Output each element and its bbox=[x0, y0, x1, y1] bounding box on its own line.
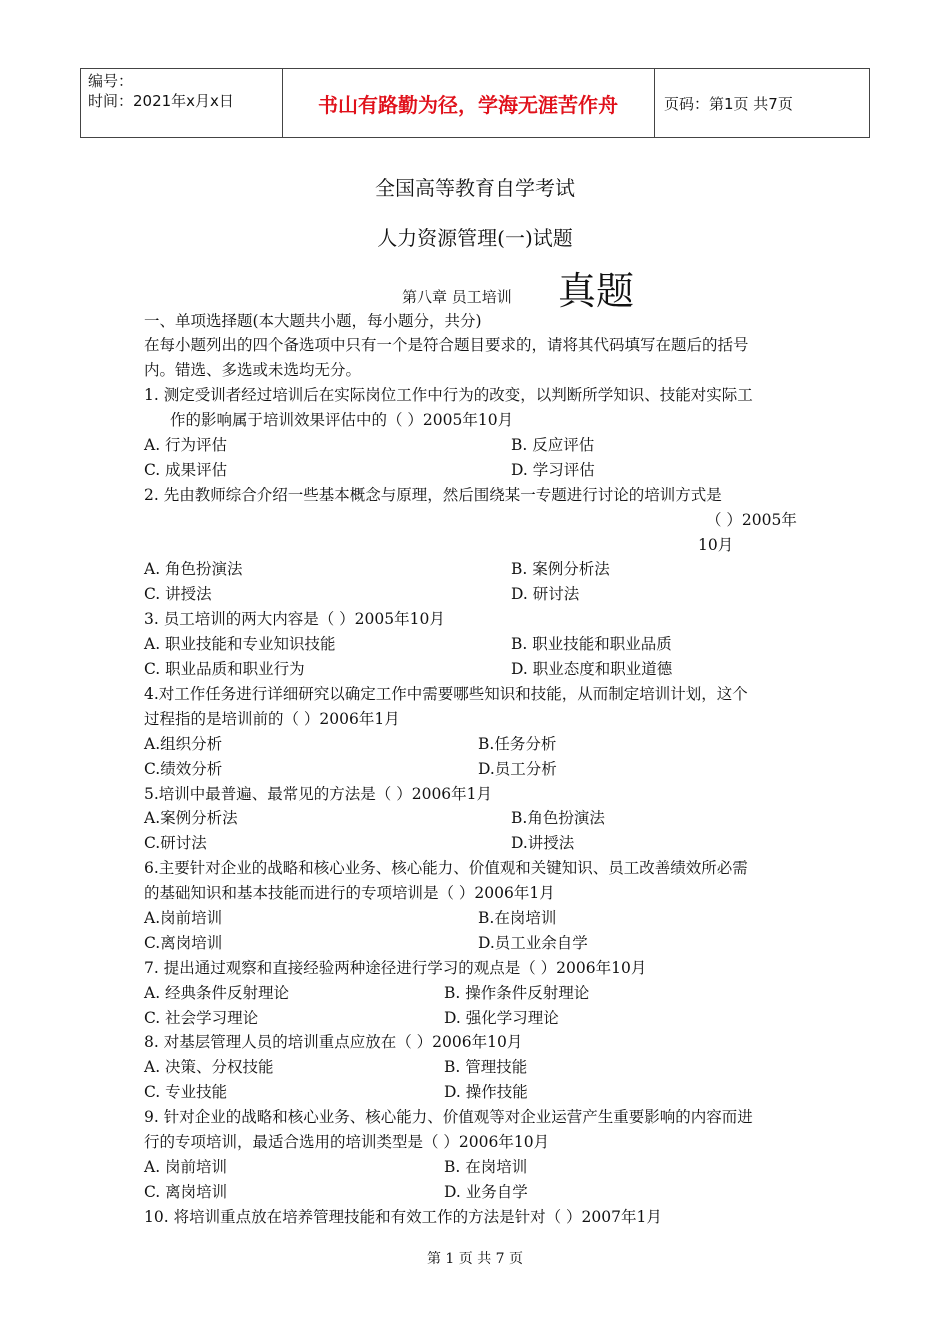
option: D. 研讨法 bbox=[511, 585, 580, 603]
option: B.角色扮演法 bbox=[511, 809, 605, 827]
option: B. 在岗培训 bbox=[444, 1158, 528, 1176]
question-text: 4.对工作任务进行详细研究以确定工作中需要哪些知识和技能，从而制定培训计划，这个 bbox=[144, 685, 748, 703]
option: A. 角色扮演法 bbox=[144, 560, 243, 578]
option: B.任务分析 bbox=[478, 735, 557, 753]
divider bbox=[869, 69, 870, 137]
divider bbox=[654, 69, 655, 137]
option: A.案例分析法 bbox=[144, 809, 238, 827]
time-label: 时间：2021年x月x日 bbox=[88, 92, 234, 110]
option: B. 案例分析法 bbox=[511, 560, 610, 578]
option: D. 学习评估 bbox=[511, 461, 595, 479]
question-text: 2. 先由教师综合介绍一些基本概念与原理，然后围绕某一专题进行讨论的培训方式是 bbox=[144, 486, 722, 504]
divider bbox=[80, 69, 81, 137]
option: B. 管理技能 bbox=[444, 1058, 528, 1076]
option: C. 讲授法 bbox=[144, 585, 212, 603]
option: D.讲授法 bbox=[511, 834, 575, 852]
option: A.组织分析 bbox=[144, 735, 223, 753]
question-text: 的基础知识和基本技能而进行的专项培训是（ ）2006年1月 bbox=[144, 884, 555, 902]
zhenti-label: 真题 bbox=[558, 269, 635, 313]
question-text: （ ）2005年 bbox=[706, 511, 797, 529]
question-text: 3. 员工培训的两大内容是（ ）2005年10月 bbox=[144, 610, 445, 628]
instructions: 内。错选、多选或未选均无分。 bbox=[144, 361, 362, 379]
question-text: 行的专项培训，最适合选用的培训类型是（ ）2006年10月 bbox=[144, 1133, 550, 1151]
option: D.员工业余自学 bbox=[478, 934, 588, 952]
question-text: 6.主要针对企业的战略和核心业务、核心能力、价值观和关键知识、员工改善绩效所必需 bbox=[144, 859, 748, 877]
option: D. 职业态度和职业道德 bbox=[511, 660, 673, 678]
option: C.绩效分析 bbox=[144, 760, 223, 778]
option: C. 社会学习理论 bbox=[144, 1009, 259, 1027]
option: D. 强化学习理论 bbox=[444, 1009, 559, 1027]
option: C.离岗培训 bbox=[144, 934, 223, 952]
option: D.员工分析 bbox=[478, 760, 557, 778]
option: D. 业务自学 bbox=[444, 1183, 528, 1201]
instructions: 在每小题列出的四个备选项中只有一个是符合题目要求的，请将其代码填写在题后的括号 bbox=[144, 336, 749, 354]
option: B. 反应评估 bbox=[511, 436, 595, 454]
option: A. 决策、分权技能 bbox=[144, 1058, 274, 1076]
option: B. 职业技能和职业品质 bbox=[511, 635, 672, 653]
question-text: 1. 测定受训者经过培训后在实际岗位工作中行为的改变，以判断所学知识、技能对实际工 bbox=[144, 386, 753, 404]
question-text: 10月 bbox=[698, 536, 734, 554]
chapter-title: 第八章 员工培训 bbox=[402, 288, 512, 306]
exam-title: 全国高等教育自学考试 bbox=[375, 176, 575, 200]
option: B. 操作条件反射理论 bbox=[444, 984, 590, 1002]
page-footer: 第 1 页 共 7 页 bbox=[426, 1251, 524, 1267]
option: B.在岗培训 bbox=[478, 909, 557, 927]
option: C. 成果评估 bbox=[144, 461, 228, 479]
question-text: 过程指的是培训前的（ ）2006年1月 bbox=[144, 710, 400, 728]
question-text: 9. 针对企业的战略和核心业务、核心能力、价值观等对企业运营产生重要影响的内容而进 bbox=[144, 1108, 753, 1126]
option: C.研讨法 bbox=[144, 834, 207, 852]
option: A. 经典条件反射理论 bbox=[144, 984, 290, 1002]
number-label: 编号： bbox=[88, 72, 134, 90]
option: C. 离岗培训 bbox=[144, 1183, 228, 1201]
option: A. 行为评估 bbox=[144, 436, 228, 454]
option: A. 岗前培训 bbox=[144, 1158, 228, 1176]
question-text: 作的影响属于培训效果评估中的（ ）2005年10月 bbox=[170, 411, 514, 429]
question-text: 5.培训中最普遍、最常见的方法是（ ）2006年1月 bbox=[144, 785, 493, 803]
header-meta bbox=[88, 71, 234, 111]
option: C. 专业技能 bbox=[144, 1083, 228, 1101]
paper-title: 人力资源管理(一)试题 bbox=[377, 226, 573, 250]
question-text: 7. 提出通过观察和直接经验两种途径进行学习的观点是（ ）2006年10月 bbox=[144, 959, 647, 977]
page-header bbox=[80, 68, 870, 138]
section-heading: 一、单项选择题(本大题共小题，每小题分，共分) bbox=[144, 312, 482, 330]
page-info: 页码：第1页 共7页 bbox=[664, 94, 793, 113]
option: D. 操作技能 bbox=[444, 1083, 528, 1101]
motto: 书山有路勤为径，学海无涯苦作舟 bbox=[318, 92, 618, 117]
question-text: 8. 对基层管理人员的培训重点应放在（ ）2006年10月 bbox=[144, 1033, 523, 1051]
option: A.岗前培训 bbox=[144, 909, 223, 927]
question-text: 10. 将培训重点放在培养管理技能和有效工作的方法是针对（ ）2007年1月 bbox=[144, 1208, 662, 1226]
option: A. 职业技能和专业知识技能 bbox=[144, 635, 336, 653]
option: C. 职业品质和职业行为 bbox=[144, 660, 305, 678]
